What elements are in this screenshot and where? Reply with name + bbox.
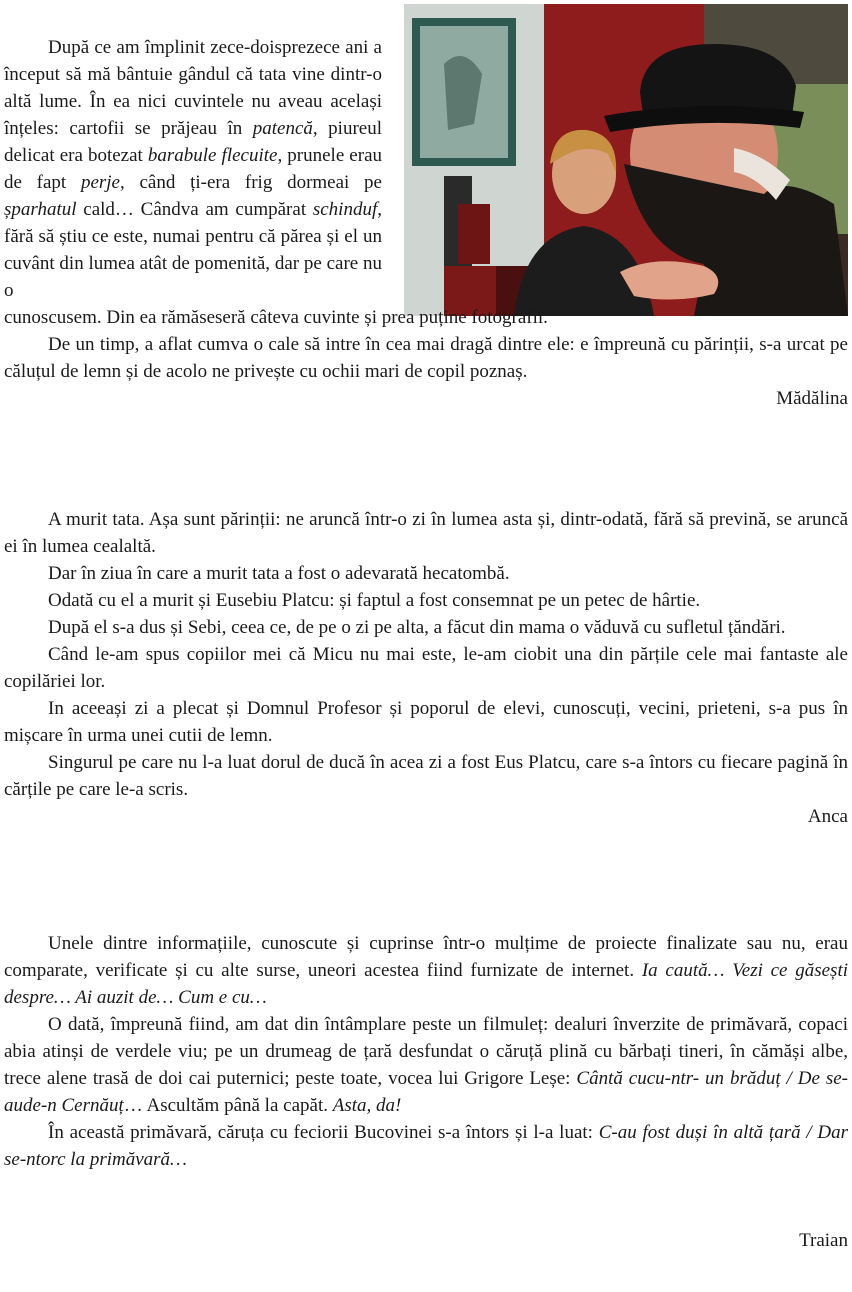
paragraph: După el s-a dus și Sebi, ceea ce, de pe o zi pe alta, a făcut din mama o văduvă cu sufletul țăndări. [48, 617, 786, 638]
italic-run: barabule flecuite [147, 145, 278, 166]
italic-run: Ia caută… Vezi ce găsești despre… Ai auzit de… Cum e cu… [4, 960, 849, 1008]
italic-run: Cântă cucu-ntr- un brăduț / De se-aude-n Cernăuț [4, 1068, 848, 1116]
signature-anca: Anca [807, 806, 848, 827]
section-traian [4, 930, 848, 1254]
text-run: O dată, împreună fiind, am dat din întâmplare peste un filmuleț: dealuri înverzite de primăvară, copaci abia atinși de verdele viu; pe un drumeag de țară desfundat o căruță plină cu bărbați tineri, în cămăși albe, trece alene trasă de doi cai puternici; peste toate, vocea lui Grigore Leșe: [4, 1014, 848, 1089]
signature-traian: Traian [799, 1230, 848, 1251]
italic-run: patencă [252, 118, 313, 139]
paragraph [4, 1011, 848, 1119]
paragraph: Singurul pe care nu l-a luat dorul de ducă în acea zi a fost Eus Platcu, care s-a întors cu fiecare pagină în cărțile pe care le-a scris. [4, 752, 848, 800]
text-run: Unele dintre informațiile, cunoscute și cuprinse într-o mulțime de proiecte finalizate sau nu, erau comparate, verificate și cu alte surse, uneori acestea fiind furnizate de internet. [4, 933, 848, 981]
paragraph: Când le-am spus copiilor mei că Micu nu mai este, le-am ciobit una din părțile cele mai fantaste ale copilăriei lor. [4, 644, 848, 692]
text-run: , când ți-era frig dormeai pe [120, 172, 382, 193]
italic-run: Asta, da! [332, 1095, 402, 1116]
paragraph: In aceeași zi a plecat și Domnul Profesor și poporul de elevi, cunoscuți, vecini, prieteni, s-a pus în mișcare în urma unei cutii de lemn. [4, 698, 848, 746]
paragraph-1-continuation: cunoscusem. Din ea rămăseseră câteva cuvinte și prea puține fotografii. [4, 307, 548, 328]
text-run: , fără să știu ce este, numai pentru că părea și el un cuvânt din lumea atât de pomenită, dar pe care nu o [4, 199, 382, 301]
italic-run: perje [80, 172, 120, 193]
section-madalina [4, 34, 848, 412]
italic-run: C-au fost duși în altă țară / Dar se-ntorc la primăvară… [4, 1122, 848, 1170]
paragraph: Odată cu el a murit și Eusebiu Platcu: și faptul a fost consemnat pe un petec de hârtie. [48, 590, 701, 611]
paragraph [4, 1119, 848, 1173]
text-run: , prunele erau de fapt [4, 145, 383, 193]
italic-run: șparhatul [4, 199, 77, 220]
italic-run: schinduf [312, 199, 378, 220]
signature-madalina: Mădălina [776, 388, 848, 409]
paragraph [4, 930, 848, 1011]
text-run: În această primăvară, căruța cu feciorii Bucovinei s-a întors și l-a luat: [48, 1122, 599, 1143]
paragraph-1-wrapped [4, 34, 382, 304]
text-run: … Ascultăm până la capăt. [123, 1095, 333, 1116]
text-run: După ce am împlinit zece-doisprezece ani a început să mă bântuie gândul că tata vine dintr-o altă lume. În ea nici cuvintele nu aveau același înțeles: cartofii se prăjeau în [4, 37, 382, 139]
text-run: , piureul delicat era botezat [4, 118, 382, 166]
text-run: cald… Cândva am cumpărat [76, 199, 313, 220]
paragraph: A murit tata. Așa sunt părinții: ne aruncă într-o zi în lumea asta și, dintr-odată, fără să prevină, se aruncă ei în lumea cealaltă. [4, 509, 848, 557]
paragraph-2: De un timp, a aflat cumva o cale să intre în cea mai dragă dintre ele: e împreună cu părinții, s-a urcat pe căluțul de lemn și de acolo ne privește cu ochii mari de copil poznaș. [4, 334, 848, 382]
paragraph: Dar în ziua în care a murit tata a fost o adevarată hecatombă. [48, 563, 510, 584]
section-anca [4, 506, 848, 830]
